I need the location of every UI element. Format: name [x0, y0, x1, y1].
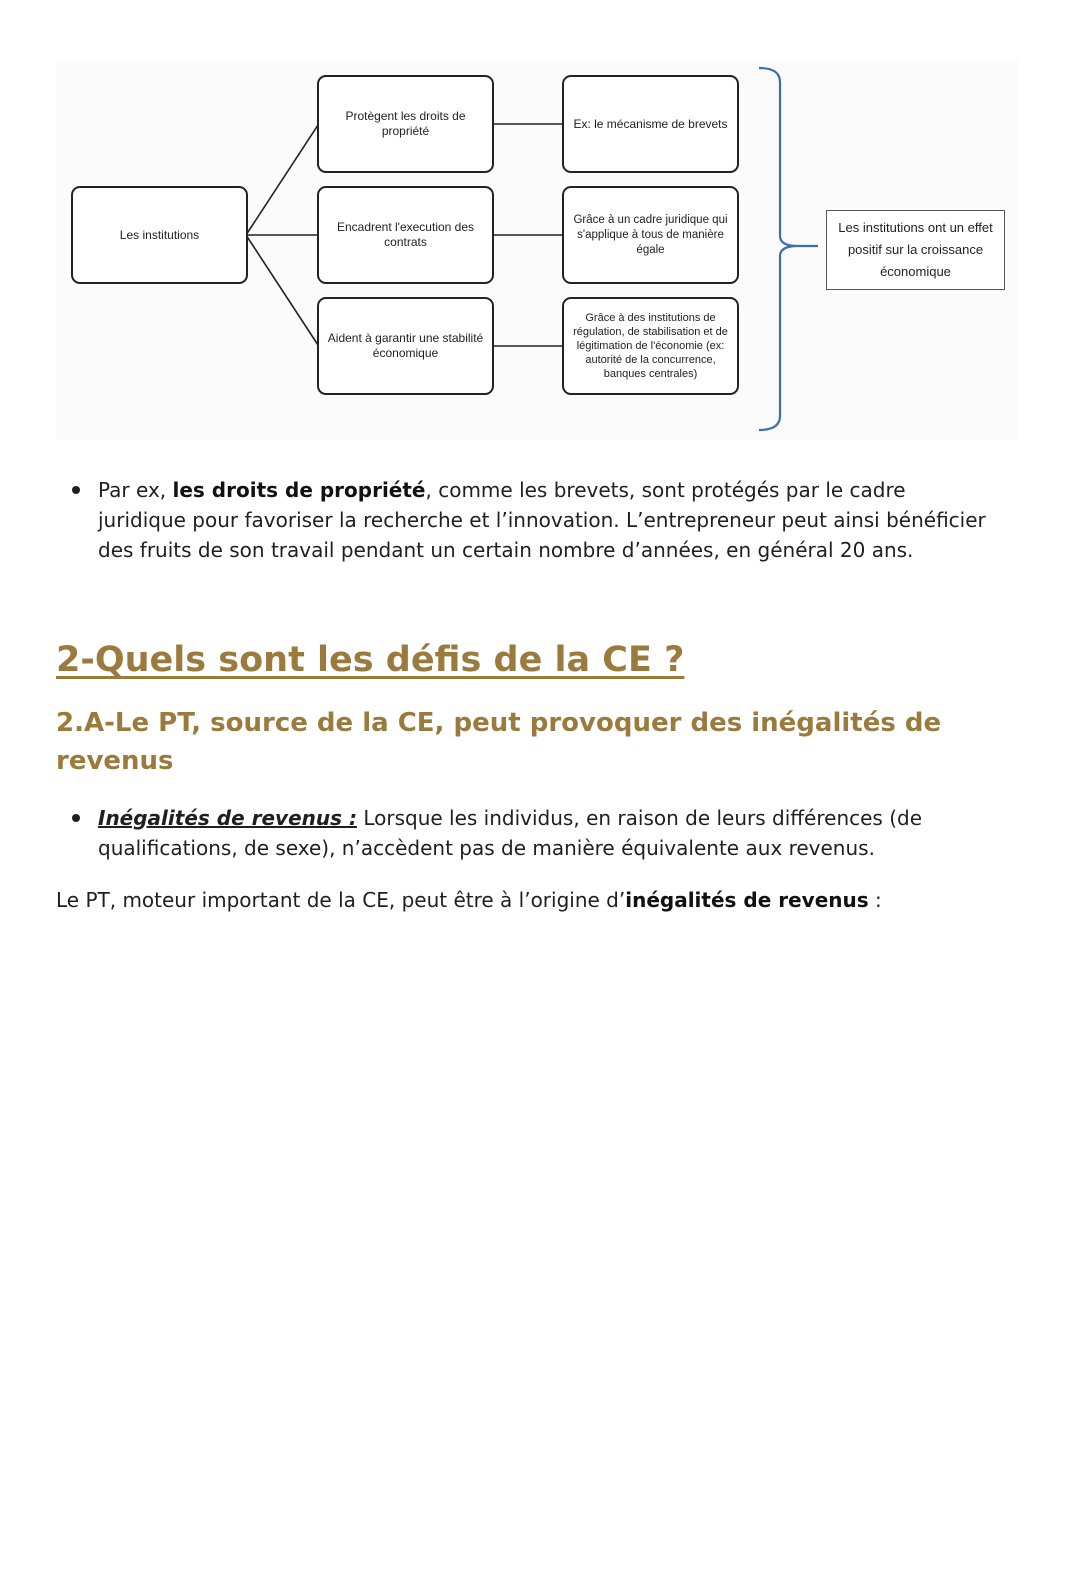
definition-term: Inégalités de revenus : [98, 806, 357, 830]
function-box-2 [317, 186, 494, 284]
para-bold: inégalités de revenus [625, 888, 869, 912]
curly-brace [759, 68, 798, 430]
means-label-3: Grâce à des institutions de régulation, de stabilisation et de légitimation de l'économie (ex: autorité de la concurrence, banques centrales) [573, 312, 728, 380]
function-box-3 [317, 297, 494, 395]
intro-paragraph [56, 885, 1016, 915]
definition-text: Lorsque les individus, en raison de leurs différences (de qualifications, de sexe), n’accèdent pas de manière équivalente aux revenus. [98, 806, 923, 860]
bullet-property-rights [98, 475, 998, 565]
section-heading: 2-Quels sont les défis de la CE ? [56, 640, 685, 680]
function-label-1: Protègent les droits de propriété [345, 109, 466, 138]
para-prefix: Le PT, moteur important de la CE, peut être à l’origine d’ [56, 888, 626, 912]
connector-root-f1 [246, 125, 318, 235]
means-box-3 [562, 297, 739, 395]
conclusion-label: Les institutions ont un effet positif sur la croissance économique [838, 220, 993, 279]
function-label-3: Aident à garantir une stabilité économique [327, 331, 484, 360]
bullet-dot-2 [72, 814, 80, 822]
means-box-1 [562, 75, 739, 173]
function-box-1 [317, 75, 494, 173]
means-label-1: Ex: le mécanisme de brevets [573, 116, 728, 131]
para-suffix: : [868, 888, 882, 912]
conclusion-box [826, 210, 1005, 290]
means-label-2: Grâce à un cadre juridique qui s'applique à tous de manière égale [573, 213, 728, 256]
bullet1-prefix: Par ex, [98, 478, 173, 502]
function-label-2: Encadrent l'execution des contrats [336, 220, 475, 249]
bullet-dot-1 [72, 486, 80, 494]
bullet1-rest: , comme les brevets, sont protégés par le cadre juridique pour favoriser la recherche et l’innovation. L’entrepreneur peut ainsi bénéficier des fruits de son travail pendant un certain nombre d’années, en général 20 ans. [98, 478, 986, 562]
bullet1-bold: les droits de propriété [172, 478, 426, 502]
connector-root-f3 [246, 235, 318, 345]
root-box [71, 186, 248, 284]
bullet-income-inequality [98, 803, 958, 863]
means-box-2 [562, 186, 739, 284]
institutions-diagram [56, 60, 1018, 440]
subsection-heading: 2.A-Le PT, source de la CE, peut provoquer des inégalités de revenus [56, 708, 942, 776]
root-label: Les institutions [119, 227, 200, 242]
